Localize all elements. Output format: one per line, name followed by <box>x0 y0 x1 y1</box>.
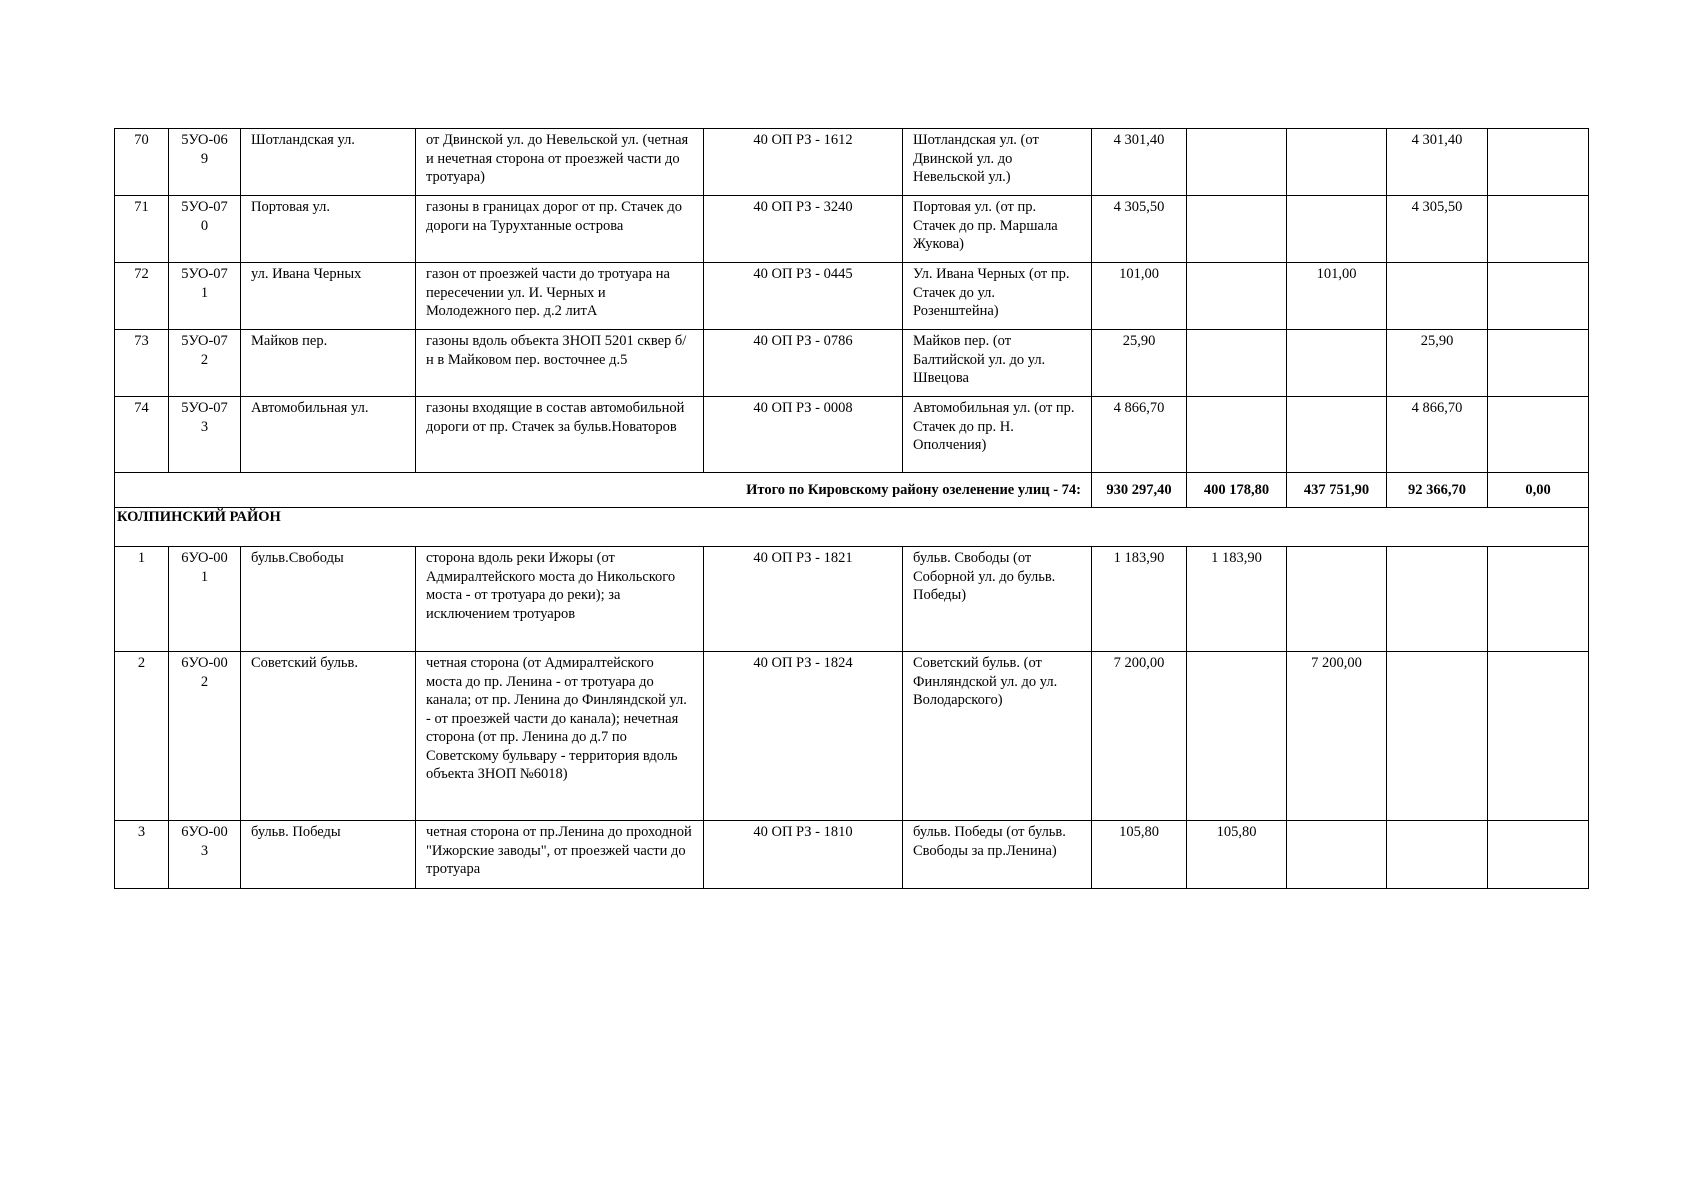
row-number: 72 <box>115 263 169 330</box>
row-code: 6УО-001 <box>169 547 241 652</box>
row-number: 73 <box>115 330 169 397</box>
row-registry: 40 ОП РЗ - 0786 <box>704 330 903 397</box>
greening-table <box>114 128 1589 889</box>
row-col1 <box>1187 397 1287 473</box>
row-total: 101,00 <box>1092 263 1187 330</box>
row-road: Автомобильная ул. (от пр. Стачек до пр. Н. Ополчения) <box>903 397 1092 473</box>
district-title: КОЛПИНСКИЙ РАЙОН <box>115 508 1589 547</box>
row-col2 <box>1287 330 1387 397</box>
row-col3: 4 866,70 <box>1387 397 1488 473</box>
row-col4 <box>1488 821 1589 889</box>
row-road: Ул. Ивана Черных (от пр. Стачек до ул. Розенштейна) <box>903 263 1092 330</box>
row-col2 <box>1287 129 1387 196</box>
row-col4 <box>1488 397 1589 473</box>
row-col4 <box>1488 547 1589 652</box>
row-col2: 7 200,00 <box>1287 652 1387 821</box>
row-total: 7 200,00 <box>1092 652 1187 821</box>
row-number: 74 <box>115 397 169 473</box>
row-number: 2 <box>115 652 169 821</box>
district-total-sum: 930 297,40 <box>1092 473 1187 508</box>
row-col2: 101,00 <box>1287 263 1387 330</box>
row-col3 <box>1387 821 1488 889</box>
row-registry: 40 ОП РЗ - 0008 <box>704 397 903 473</box>
row-registry: 40 ОП РЗ - 3240 <box>704 196 903 263</box>
row-col2 <box>1287 547 1387 652</box>
row-col4 <box>1488 330 1589 397</box>
district-total-col2: 437 751,90 <box>1287 473 1387 508</box>
table-row <box>115 129 1589 196</box>
row-total: 105,80 <box>1092 821 1187 889</box>
row-description: газоны входящие в состав автомобильной дороги от пр. Стачек за бульв.Новаторов <box>416 397 704 473</box>
row-registry: 40 ОП РЗ - 0445 <box>704 263 903 330</box>
row-col3 <box>1387 652 1488 821</box>
table-row <box>115 196 1589 263</box>
row-number: 3 <box>115 821 169 889</box>
row-number: 71 <box>115 196 169 263</box>
row-registry: 40 ОП РЗ - 1821 <box>704 547 903 652</box>
table-row <box>115 547 1589 652</box>
table-row <box>115 652 1589 821</box>
row-col3: 4 305,50 <box>1387 196 1488 263</box>
row-street: Автомобильная ул. <box>241 397 416 473</box>
row-road: бульв. Свободы (от Соборной ул. до бульв. Победы) <box>903 547 1092 652</box>
row-street: ул. Ивана Черных <box>241 263 416 330</box>
row-road: бульв. Победы (от бульв. Свободы за пр.Ленина) <box>903 821 1092 889</box>
row-col4 <box>1488 263 1589 330</box>
row-col2 <box>1287 397 1387 473</box>
table-row <box>115 821 1589 889</box>
row-total: 4 305,50 <box>1092 196 1187 263</box>
row-street: Шотландская ул. <box>241 129 416 196</box>
row-col4 <box>1488 196 1589 263</box>
row-description: сторона вдоль реки Ижоры (от Адмиралтейского моста до Никольского моста - от тротуара до реки); за исключением тротуаров <box>416 547 704 652</box>
row-col2 <box>1287 196 1387 263</box>
row-code: 5УО-072 <box>169 330 241 397</box>
row-col1: 1 183,90 <box>1187 547 1287 652</box>
district-total-col4: 0,00 <box>1488 473 1589 508</box>
row-col1 <box>1187 196 1287 263</box>
row-col4 <box>1488 129 1589 196</box>
row-code: 6УО-003 <box>169 821 241 889</box>
row-code: 5УО-069 <box>169 129 241 196</box>
row-description: от Двинской ул. до Невельской ул. (четная и нечетная сторона от проезжей части до тротуара) <box>416 129 704 196</box>
row-registry: 40 ОП РЗ - 1810 <box>704 821 903 889</box>
row-street: Майков пер. <box>241 330 416 397</box>
row-col3: 4 301,40 <box>1387 129 1488 196</box>
row-col1 <box>1187 263 1287 330</box>
row-col1 <box>1187 330 1287 397</box>
row-registry: 40 ОП РЗ - 1824 <box>704 652 903 821</box>
table-row <box>115 397 1589 473</box>
row-col3: 25,90 <box>1387 330 1488 397</box>
row-total: 4 301,40 <box>1092 129 1187 196</box>
row-number: 1 <box>115 547 169 652</box>
district-section-header <box>115 508 1589 547</box>
row-road: Советский бульв. (от Финляндской ул. до ул. Володарского) <box>903 652 1092 821</box>
row-street: бульв. Победы <box>241 821 416 889</box>
row-total: 4 866,70 <box>1092 397 1187 473</box>
district-total-col1: 400 178,80 <box>1187 473 1287 508</box>
row-registry: 40 ОП РЗ - 1612 <box>704 129 903 196</box>
row-description: газоны вдоль объекта ЗНОП 5201 сквер б/н в Майковом пер. восточнее д.5 <box>416 330 704 397</box>
row-code: 5УО-073 <box>169 397 241 473</box>
row-code: 6УО-002 <box>169 652 241 821</box>
row-description: газоны в границах дорог от пр. Стачек до дороги на Турухтанные острова <box>416 196 704 263</box>
row-code: 5УО-070 <box>169 196 241 263</box>
row-col1 <box>1187 652 1287 821</box>
row-street: Портовая ул. <box>241 196 416 263</box>
row-description: четная сторона от пр.Ленина до проходной "Ижорские заводы", от проезжей части до тротуара <box>416 821 704 889</box>
row-number: 70 <box>115 129 169 196</box>
row-col1 <box>1187 129 1287 196</box>
row-road: Портовая ул. (от пр. Стачек до пр. Маршала Жукова) <box>903 196 1092 263</box>
row-street: бульв.Свободы <box>241 547 416 652</box>
row-col2 <box>1287 821 1387 889</box>
table-row <box>115 263 1589 330</box>
row-col1: 105,80 <box>1187 821 1287 889</box>
row-col3 <box>1387 547 1488 652</box>
row-col3 <box>1387 263 1488 330</box>
table-row <box>115 330 1589 397</box>
row-total: 25,90 <box>1092 330 1187 397</box>
row-street: Советский бульв. <box>241 652 416 821</box>
district-total-label: Итого по Кировскому району озеленение улиц - 74: <box>115 473 1092 508</box>
row-col4 <box>1488 652 1589 821</box>
row-road: Шотландская ул. (от Двинской ул. до Невельской ул.) <box>903 129 1092 196</box>
row-description: газон от проезжей части до тротуара на пересечении ул. И. Черных и Молодежного пер. д.2 литА <box>416 263 704 330</box>
row-total: 1 183,90 <box>1092 547 1187 652</box>
row-description: четная сторона (от Адмиралтейского моста до пр. Ленина - от тротуара до канала; от пр. Ленина до Финляндской ул. - от проезжей части до канала); нечетная сторона (от пр. Ленина до д.7 по Советскому бульвару - территория вдоль объекта ЗНОП №6018) <box>416 652 704 821</box>
district-total-row <box>115 473 1589 508</box>
district-total-col3: 92 366,70 <box>1387 473 1488 508</box>
row-code: 5УО-071 <box>169 263 241 330</box>
row-road: Майков пер. (от Балтийской ул. до ул. Швецова <box>903 330 1092 397</box>
